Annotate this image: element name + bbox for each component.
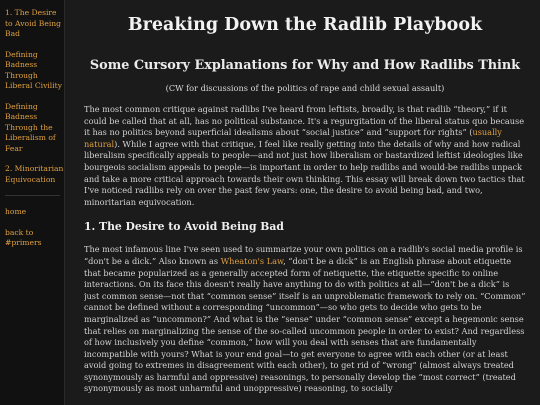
article (84, 0, 526, 405)
toc-link-liberalism-of-fear[interactable]: Defining Badness Through the Liberalism of Fear (5, 101, 56, 153)
intro-text-end: ). While I agree with that critique, I feel like really getting into the details of why and how radical liberalism specifically appeals to people—and not just how liberalism or bastardized leftist ideologies like bourgeois socialism appeals to people—is important in order to help radlibs and would-be radlibs unpack and take a more critical approach towards their own thinking. This essay will break down two tactics that I've noticed radlibs rely on over the past few years: one, the desire to avoid being bad, and two, minoritarian equivocation. (84, 138, 525, 207)
page-subtitle: Some Cursory Explanations for Why and How Radlibs Think (89, 58, 521, 73)
intro-paragraph (84, 104, 526, 208)
toc-link-desire-to-avoid-being-bad[interactable]: 1. The Desire to Avoid Being Bad (5, 8, 62, 38)
intro-text-start: The most common critique against radlibs I've heard from leftists, broadly, is that radlib “theory,” if it could be called that at all, has no political substance. It's a regurgitation of the liberal status quo because it has no politics beyond superficial idealisms about “social justice” and “support for rights” ( (84, 104, 525, 138)
toc-link-liberal-civility[interactable]: Defining Badness Through Liberal Civility (5, 49, 62, 90)
sidebar-toc (0, 0, 65, 405)
back-to-primers-link[interactable]: back to #primers (5, 227, 42, 247)
toc-link-minoritarian-equivocation[interactable]: 2. Minoritarian Equivocation (5, 164, 64, 184)
section-heading-1: 1. The Desire to Avoid Being Bad (84, 220, 284, 234)
section-1-text-start: The most infamous line I've seen used to summarize your own politics on a radlib's social media profile is “don't be a dick.” Also known as (84, 244, 523, 266)
home-link[interactable]: home (5, 207, 27, 216)
section-1-paragraph (84, 244, 526, 395)
sidebar-divider (5, 195, 60, 196)
section-1-text-end: , “don't be a dick” is an English phrase about etiquette that became popularized as a generally accepted form of netiquette, the etiquette specific to online interactions. On its face this doesn't really have anything to do with politics at all—“don't be a dick” is just common sense—not that “common sense” itself is an unproblematic framework to rely on. “Common” cannot be defined without a corresponding “uncommon”—so who gets to decide who gets to be marginalized as “uncommon?” And what is the “sense” under “common sense” except a hegemonic sense that relies on marginalizing the sense of the so-called uncommon people in order to exist? And regardless of how inclusively you define “common,” how will you deal with senses that are fundamentally incompatible with yours? What is your end goal—to get everyone to agree with each other (or at least avoid going to extremes in disagreement with each other), to get rid of “wrong” (almost always treated synonymously as harmful and oppressive) reasonings, to personally develop the “most correct” (treated synonymously as most unharmful and unoppressive) reasoning, to socially (84, 255, 526, 394)
wheatons-law-link[interactable]: Wheaton's Law (220, 255, 284, 266)
page-title: Breaking Down the Radlib Playbook (127, 15, 483, 35)
content-warning: (CW for discussions of the politics of rape and child sexual assault) (165, 83, 445, 93)
usually-natural-link[interactable]: usually natural (84, 127, 502, 149)
